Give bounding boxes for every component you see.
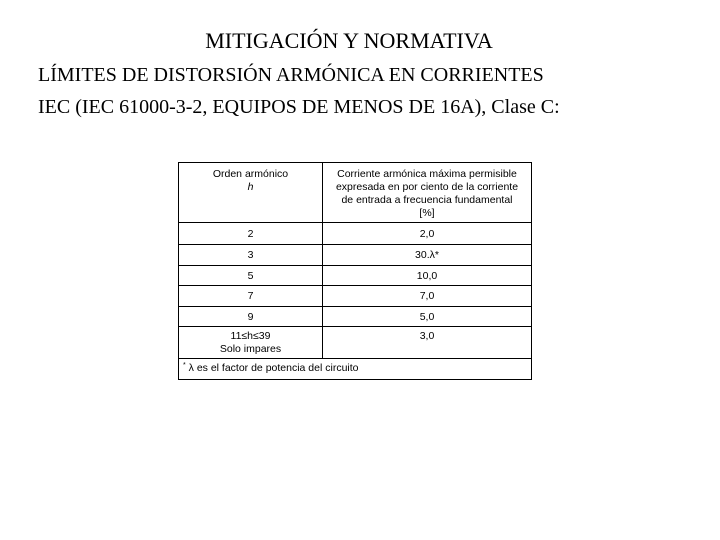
row-order: 3 (179, 245, 323, 265)
table-row (179, 266, 531, 286)
row-order (179, 327, 323, 358)
header-current-line-3: de entrada a frecuencia fundamental (341, 194, 513, 206)
header-current-line-1: Corriente armónica máxima permisible (337, 168, 517, 180)
table-row (179, 223, 531, 245)
row-value: 3,0 (419, 330, 435, 342)
harmonic-limits-table (178, 162, 532, 380)
header-order-label: Orden armónico (212, 168, 289, 180)
header-current-line-2: expresada en por ciento de la corriente (335, 181, 519, 193)
row-value: 5,0 (419, 311, 435, 323)
table-row (179, 327, 531, 359)
header-order-symbol: h (247, 181, 254, 193)
table-row (179, 307, 531, 327)
header-current-line-4: [%] (419, 207, 435, 219)
header-order (179, 163, 323, 222)
row-order: 5 (179, 266, 323, 285)
row-value: 2,0 (419, 228, 435, 240)
subtitle-line-2: IEC (IEC 61000-3-2, EQUIPOS DE MENOS DE 16A), Clase C: (38, 96, 560, 118)
row-value: 7,0 (419, 290, 435, 302)
row-order: 9 (179, 307, 323, 326)
footnote-mark: * (183, 362, 186, 369)
page-title: MITIGACIÓN Y NORMATIVA (205, 28, 493, 53)
row-order-note: Solo impares (219, 343, 282, 355)
header-current (323, 163, 531, 222)
subtitle-line-1: LÍMITES DE DISTORSIÓN ARMÓNICA EN CORRIENTES (38, 64, 544, 86)
footnote-text: λ es el factor de potencia del circuito (188, 362, 359, 374)
table-row (179, 245, 531, 266)
row-value: 10,0 (416, 270, 438, 282)
table-header-row (179, 163, 531, 223)
row-order-range: 11≤h≤39 (230, 330, 271, 342)
row-order: 7 (179, 286, 323, 306)
table-footnote (183, 362, 359, 374)
row-order: 2 (179, 223, 323, 244)
table-row (179, 286, 531, 307)
row-value: 30.λ* (415, 249, 439, 261)
